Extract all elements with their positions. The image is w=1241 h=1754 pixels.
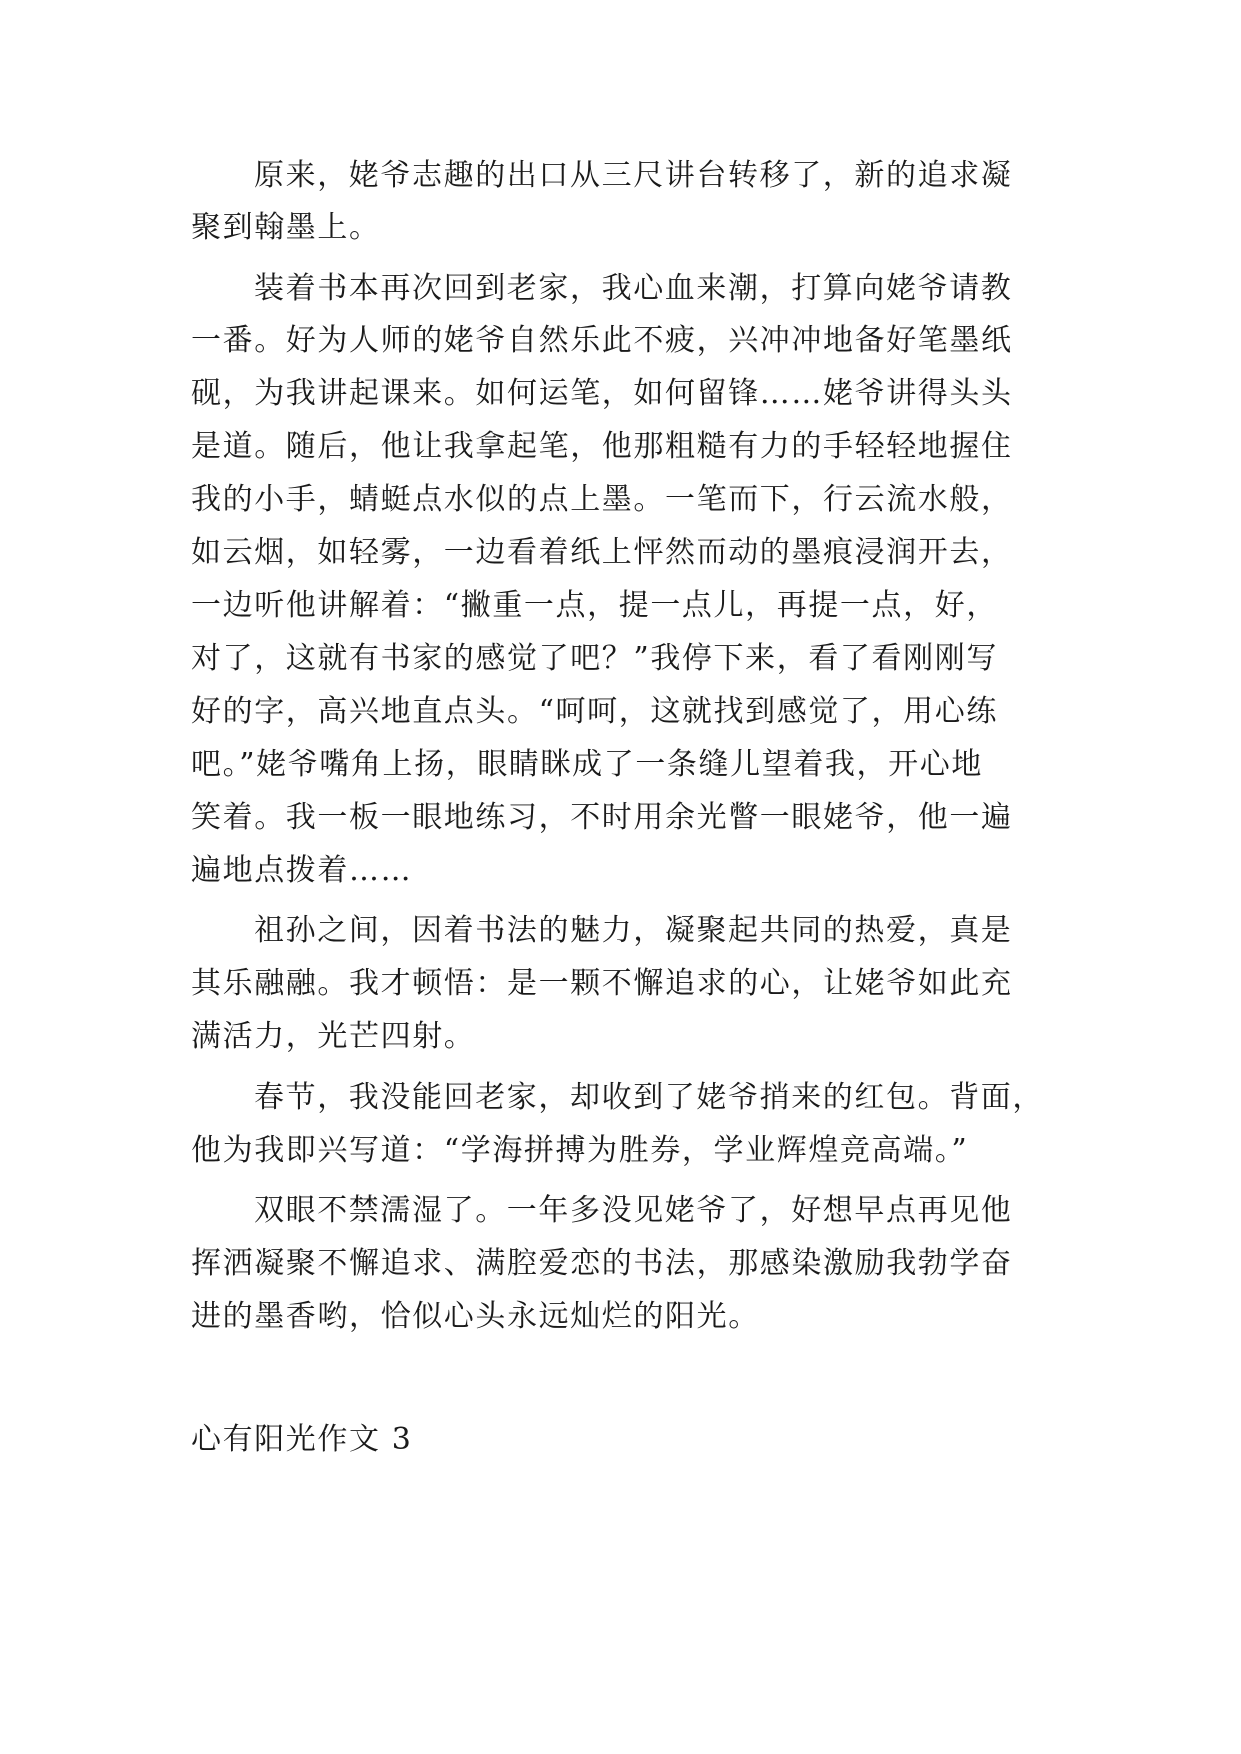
paragraph-5-line-2: 挥洒凝聚不懈追求、满腔爱恋的书法，那感染激励我勃学奋 xyxy=(191,1246,1013,1281)
paragraph-2-line-2: 一番。好为人师的姥爷自然乐此不疲，兴冲冲地备好笔墨纸 xyxy=(191,323,1013,358)
section-heading: 心有阳光作文 3 xyxy=(191,1422,413,1457)
paragraph-2-line-8: 对了，这就有书家的感觉了吧？”我停下来，看了看刚刚写 xyxy=(191,641,998,676)
paragraph-2-line-9: 好的字，高兴地直点头。“呵呵，这就找到感觉了，用心练 xyxy=(191,694,998,729)
paragraph-2-line-4: 是道。随后，他让我拿起笔，他那粗糙有力的手轻轻地握住 xyxy=(191,429,1013,464)
paragraph-1-line-1: 原来，姥爷志趣的出口从三尺讲台转移了，新的追求凝 xyxy=(254,158,1013,193)
paragraph-5-line-1: 双眼不禁濡湿了。一年多没见姥爷了，好想早点再见他 xyxy=(254,1193,1013,1228)
paragraph-3-line-1: 祖孙之间，因着书法的魅力，凝聚起共同的热爱，真是 xyxy=(254,913,1013,948)
paragraph-2-line-1: 装着书本再次回到老家，我心血来潮，打算向姥爷请教 xyxy=(254,271,1013,306)
paragraph-3-line-3: 满活力，光芒四射。 xyxy=(191,1019,476,1054)
paragraph-5-line-3: 进的墨香哟，恰似心头永远灿烂的阳光。 xyxy=(191,1299,760,1334)
paragraph-4-line-2: 他为我即兴写道：“学海拼搏为胜券，学业辉煌竞高端。” xyxy=(191,1133,969,1168)
paragraph-2-line-7: 一边听他讲解着：“撇重一点，提一点儿，再提一点，好， xyxy=(191,588,998,623)
paragraph-2-line-5: 我的小手，蜻蜓点水似的点上墨。一笔而下，行云流水般， xyxy=(191,482,1013,517)
paragraph-1-line-2: 聚到翰墨上。 xyxy=(191,210,381,245)
paragraph-2-line-3: 砚，为我讲起课来。如何运笔，如何留锋……姥爷讲得头头 xyxy=(191,376,1013,411)
paragraph-2-line-12: 遍地点拨着…… xyxy=(191,853,413,888)
paragraph-3-line-2: 其乐融融。我才顿悟：是一颗不懈追求的心，让姥爷如此充 xyxy=(191,966,1013,1001)
paragraph-2-line-10: 吧。”姥爷嘴角上扬，眼睛眯成了一条缝儿望着我，开心地 xyxy=(191,747,983,782)
paragraph-2-line-6: 如云烟，如轻雾，一边看着纸上怦然而动的墨痕浸润开去， xyxy=(191,535,1013,570)
paragraph-4-line-1: 春节，我没能回老家，却收到了姥爷捎来的红包。背面， xyxy=(254,1080,1044,1115)
paragraph-2-line-11: 笑着。我一板一眼地练习，不时用余光瞥一眼姥爷，他一遍 xyxy=(191,800,1013,835)
